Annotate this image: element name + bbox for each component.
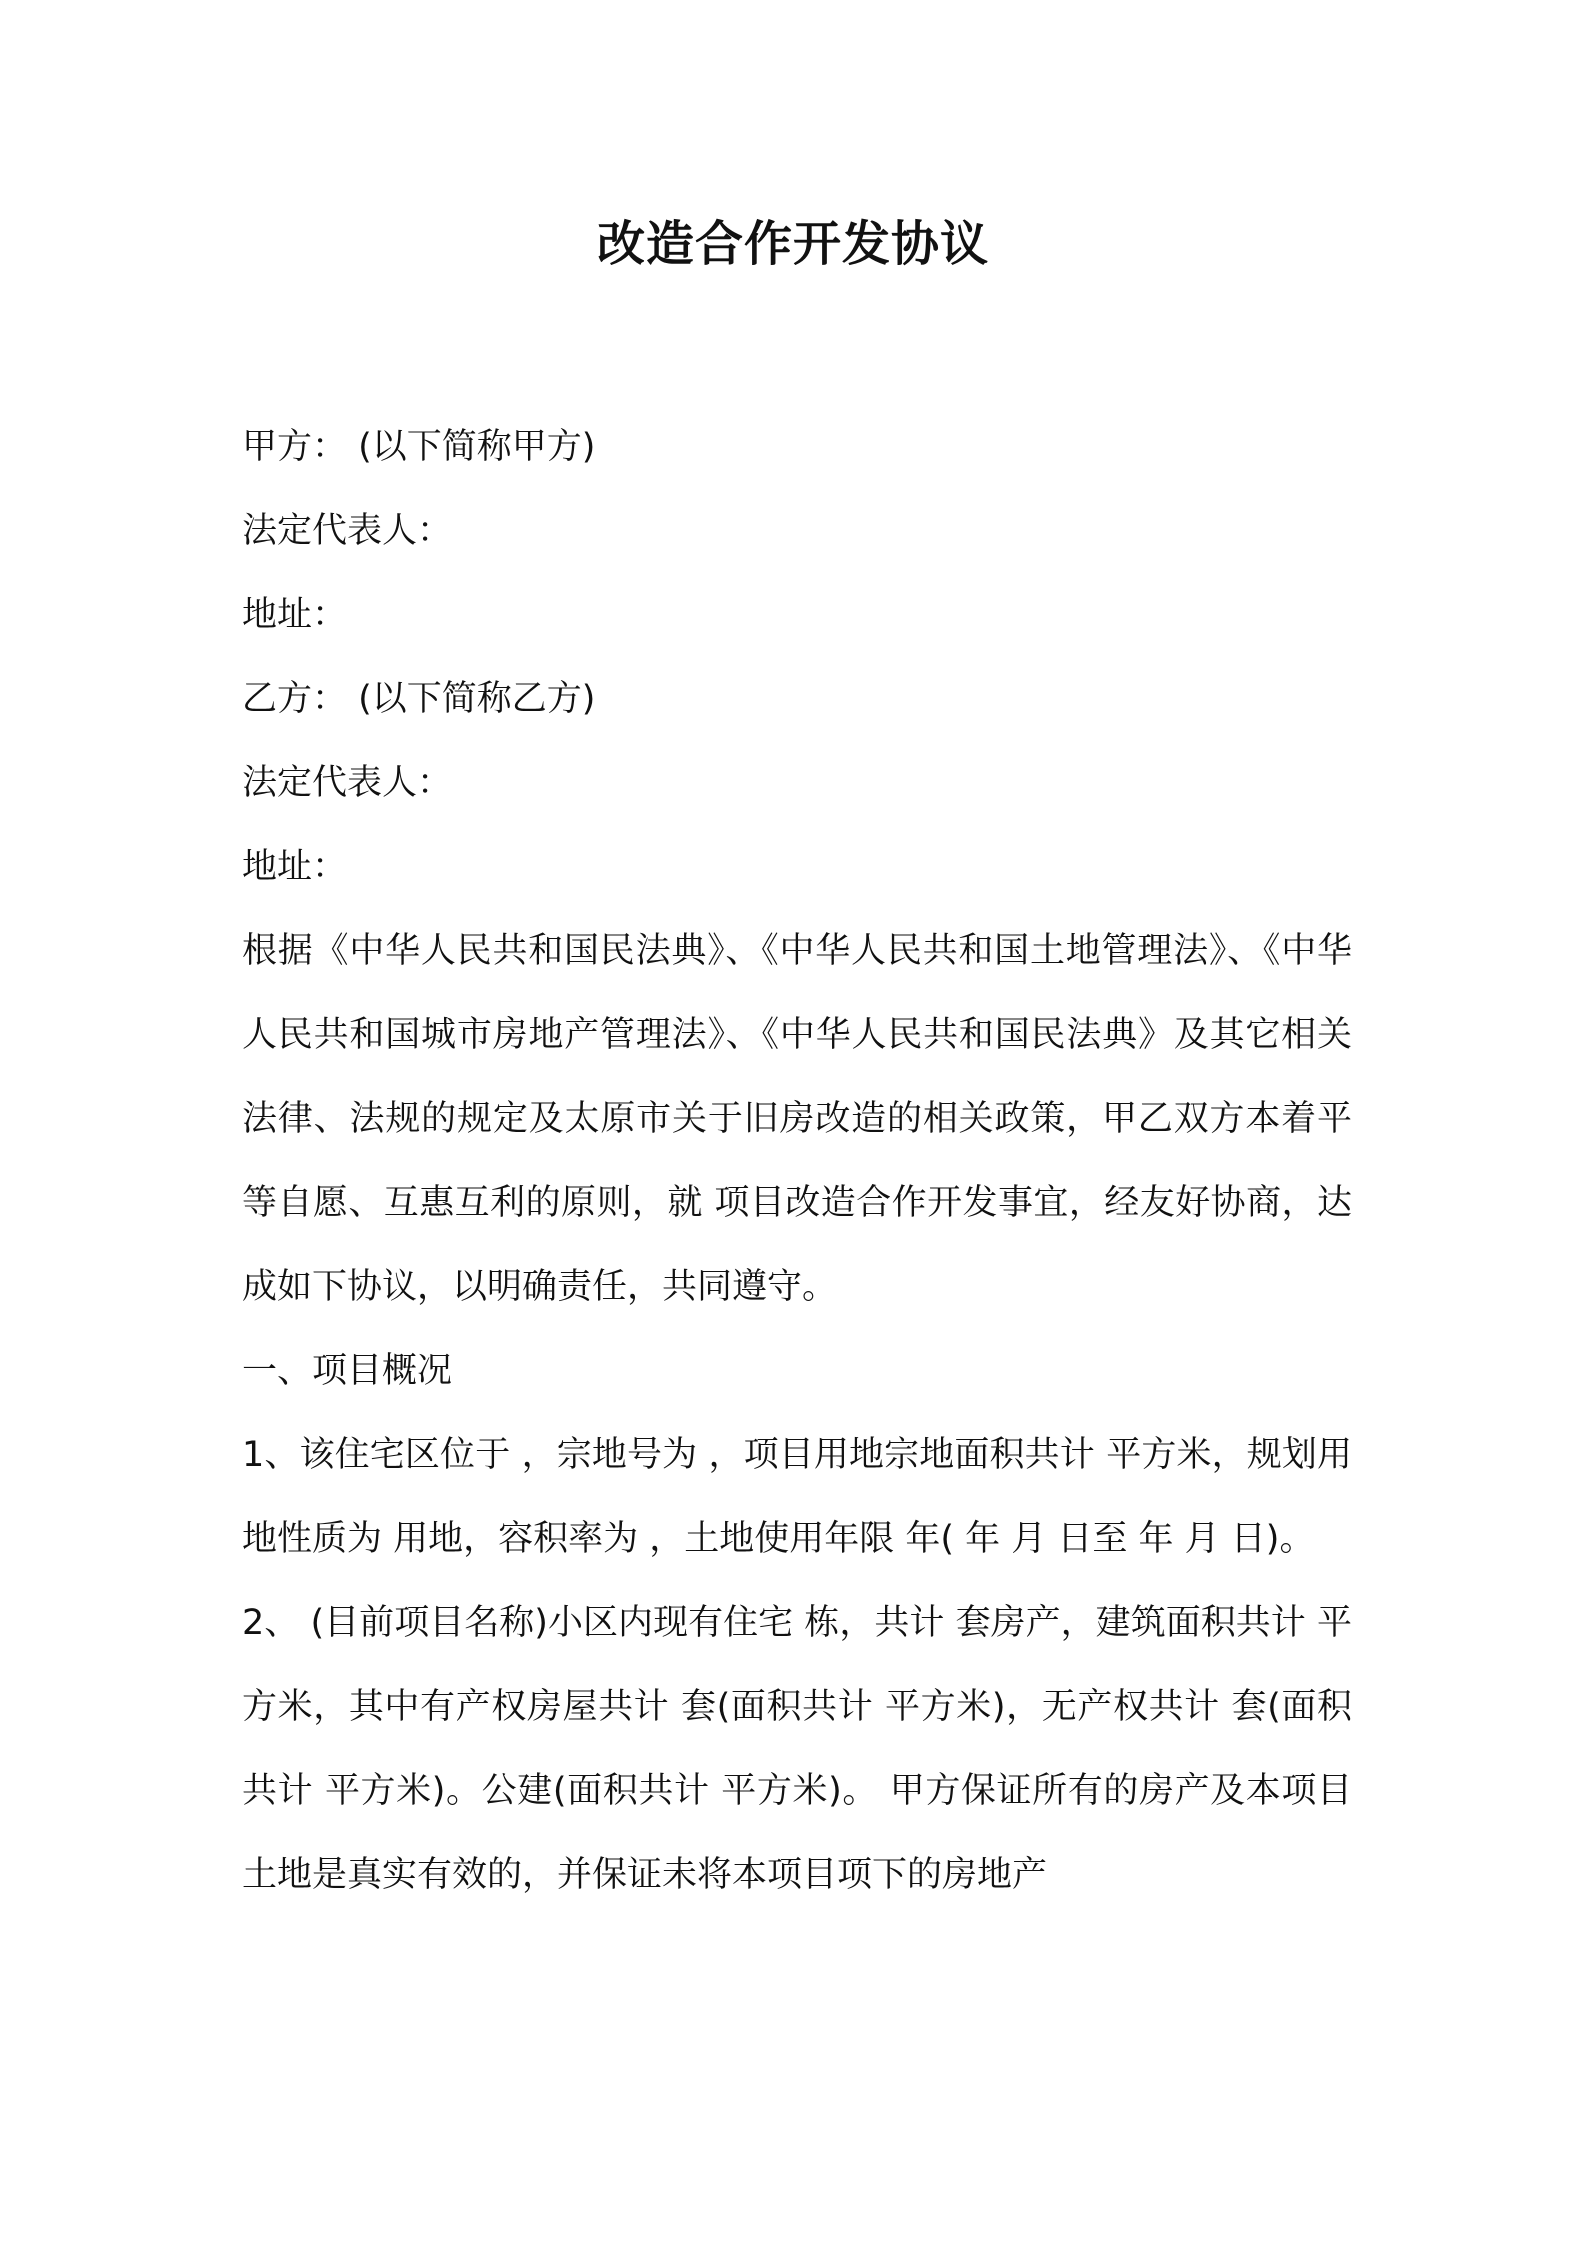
document-title: 改造合作开发协议 [596, 216, 989, 272]
party-a-representative: 法定代表人： [242, 511, 453, 551]
clause-2-paragraph: 2、 (目前项目名称)小区内现有住宅 栋，共计 套房产，建筑面积共计 平方米，其中有产权房屋共计 套(面积共计 平方米)，无产权共计 套(面积共计 平方米)。公建(面积共计 平方米)。 甲方保证所有的房产及本项目土地是真实有效的，并保证未将本项目项下的房地产 [242, 1603, 1352, 1895]
document-body [242, 405, 1352, 1917]
clause-1-paragraph: 1、该住宅区位于 ，宗地号为 ，项目用地宗地面积共计 平方米，规划用地性质为 用地，容积率为 ，土地使用年限 年( 年 月 日至 年 月 日)。 [242, 1435, 1352, 1559]
section-heading: 一、项目概况 [242, 1351, 453, 1391]
party-b-representative: 法定代表人： [242, 763, 453, 803]
preamble-paragraph: 根据《中华人民共和国民法典》、《中华人民共和国土地管理法》、《中华人民共和国城市房地产管理法》、《中华人民共和国民法典》及其它相关法律、法规的规定及太原市关于旧房改造的相关政策，甲乙双方本着平等自愿、互惠互利的原则，就 项目改造合作开发事宜，经友好协商，达成如下协议，以明确责任，共同遵守。 [242, 931, 1352, 1307]
party-b-address: 地址： [242, 847, 348, 887]
party-a-address: 地址： [242, 595, 348, 635]
party-b-line: 乙方： (以下简称乙方) [242, 679, 596, 719]
party-a-line: 甲方： (以下简称甲方) [242, 427, 596, 467]
